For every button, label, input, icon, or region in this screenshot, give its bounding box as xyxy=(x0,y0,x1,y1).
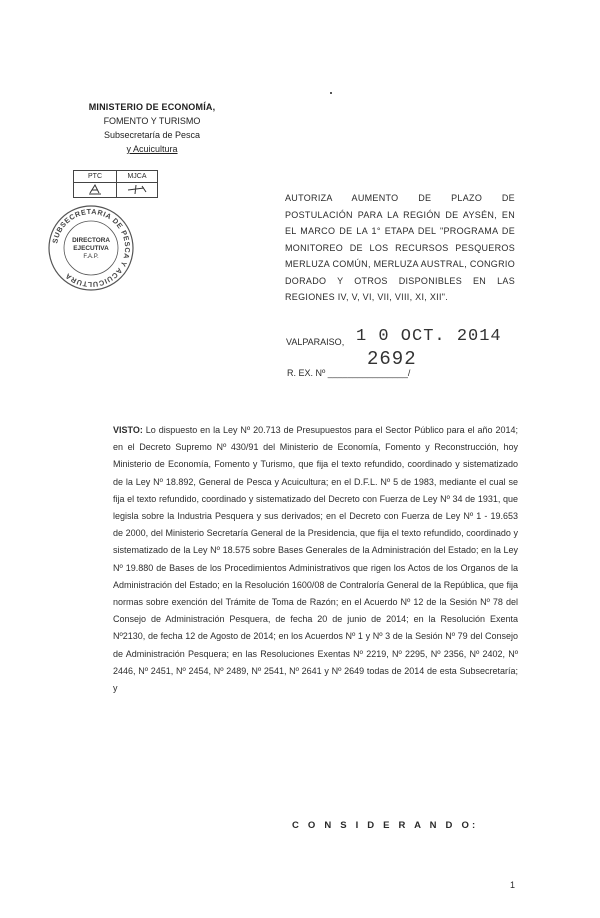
page-number: 1 xyxy=(510,880,516,890)
stamp-col-ptc: PTC xyxy=(74,171,117,183)
ministry-header xyxy=(62,100,242,156)
stamp-initial-2 xyxy=(117,183,158,198)
seal-center-line3: F.A.P. xyxy=(83,254,99,260)
visto-paragraph xyxy=(113,422,518,697)
considerando-heading: C O N S I D E R A N D O: xyxy=(292,820,479,831)
place-label: VALPARAISO, xyxy=(286,337,345,347)
seal-ring-text: SUBSECRETARIA DE PESCA Y ACUICULTURA xyxy=(50,206,133,290)
resolution-number: 2692 xyxy=(367,348,417,370)
resolution-subject: AUTORIZA AUMENTO DE PLAZO DE POSTULACIÓN PARA LA REGIÓN DE AYSÉN, EN EL MARCO DE LA 1° ETAPA DEL "PROGRAMA DE MONITOREO DE LOS RECURSOS PESQUEROS MERLUZA COMÚN, MERLUZA AUSTRAL, CONGRIO DORADO Y OTROS DISPONIBLES EN LAS REGIONES IV, V, VI, VII, VIII, XI, XII". xyxy=(285,193,515,302)
speck-mark xyxy=(330,92,332,94)
ministry-name-2: FOMENTO Y TURISMO xyxy=(103,116,201,126)
seal-center-line2: EJECUTIVA xyxy=(73,245,109,252)
official-seal-icon xyxy=(46,203,136,293)
date-stamp: 1 0 OCT. 2014 xyxy=(356,327,502,346)
ministry-name: MINISTERIO DE ECONOMÍA, xyxy=(88,102,216,112)
visto-heading: VISTO: xyxy=(113,425,143,435)
stamp-col-mjca: MJCA xyxy=(117,171,158,183)
subsecretaria-name-2: y Acuicultura xyxy=(126,144,178,154)
seal-center-line1: DIRECTORA xyxy=(72,237,110,244)
routing-stamp-table xyxy=(73,170,158,198)
subsecretaria-name: Subsecretaría de Pesca xyxy=(103,130,201,140)
stamp-initial-1 xyxy=(74,183,117,198)
handwritten-initial-icon xyxy=(80,183,110,195)
visto-body-text: Lo dispuesto en la Ley Nº 20.713 de Presupuestos para el Sector Público para el año 2014; en el Decreto Supremo Nº 430/91 del Ministerio de Economía, Fomento y Reconstrucción, hoy Ministerio de Economía, Fomento y Turismo, que fija el texto refundido, coordinado y sistematizado de la Ley Nº 18.892, General de Pesca y Acuicultura; en el D.F.L. Nº 5 de 1983, mediante el cual se fija el texto refundido, coordinado y sistematizado del Decreto con Fuerza de Ley Nº 34 de 1931, que legisla sobre la Industria Pesquera y sus derivados; en el Decreto con Fuerza de Ley Nº 1 - 19.653 de 2000, del Ministerio Secretaría General de la Presidencia, que fija el texto refundido, coordinado y sistematizado de la Ley Nº 18.575 sobre Bases Generales de la Administración del Estado; en la Ley Nº 19.880 de Bases de los Procedimientos Administrativos que rigen los Actos de los Organos de la Administración del Estado; en la Resolución 1600/08 de Contraloría General de la República, que fija normas sobre exención del Trámite de Toma de Razón; en el Acuerdo Nº 12 de la Sesión Nº 78 del Consejo de Administración Pesquera, de fecha 20 de junio de 2014; en la Resolución Exenta Nº2130, de fecha 12 de Agosto de 2014; en los Acuerdos Nº 1 y Nº 3 de la Sesión Nº 79 del Consejo de Administración Pesquera; en las Resoluciones Exentas Nº 2219, Nº 2295, Nº 2356, Nº 2402, Nº 2446, Nº 2451, Nº 2454, Nº 2489, Nº 2541, Nº 2641 y Nº 2649 todas de 2014 de esta Subsecretaría; y xyxy=(113,425,518,694)
handwritten-check-icon xyxy=(122,183,152,195)
resolution-label: R. EX. Nº ________________/ xyxy=(287,368,411,378)
